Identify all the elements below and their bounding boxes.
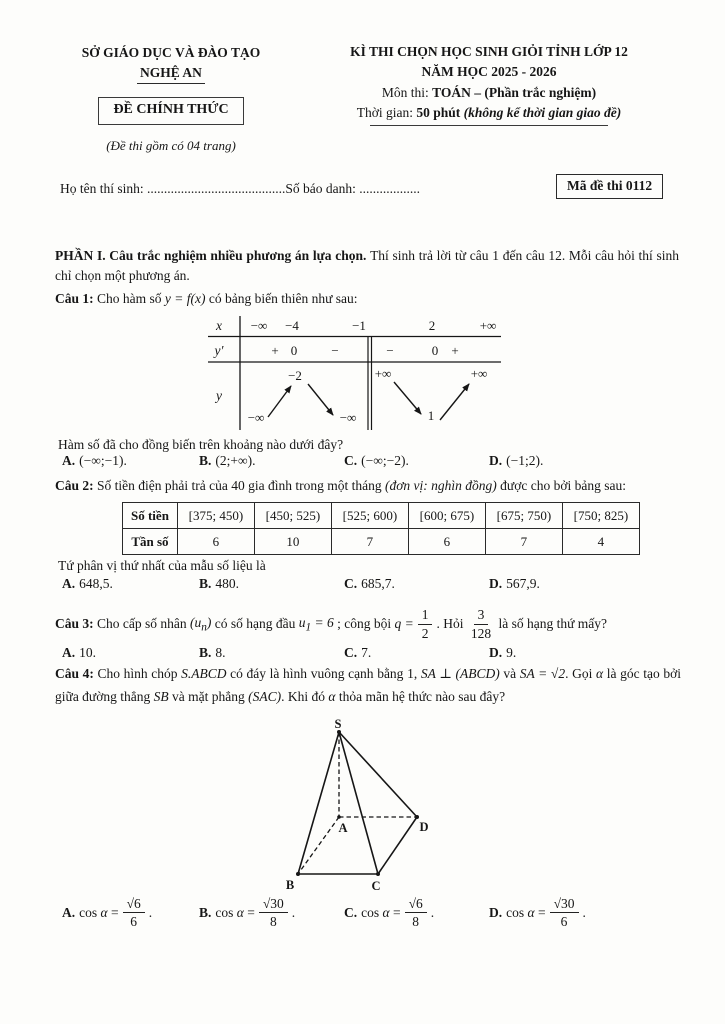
option-letter: B. xyxy=(199,453,212,468)
alpha-symbol: α xyxy=(100,904,108,920)
bbt-y-value: −2 xyxy=(288,368,302,383)
fraction-denominator: 8 xyxy=(269,914,277,930)
q4-option-a xyxy=(62,896,199,929)
q3-math-un xyxy=(190,615,211,634)
pages-note: (Đề thi gồm có 04 trang) xyxy=(106,138,236,154)
q3-math-q: q = xyxy=(394,616,414,631)
header-underline xyxy=(370,125,608,126)
option-letter: C. xyxy=(344,904,358,920)
frequency-cell: 7 xyxy=(485,529,562,555)
bbt-x-value: −4 xyxy=(285,318,299,333)
q3-fraction-term xyxy=(471,607,491,640)
q3-math-un-close: ) xyxy=(206,614,212,630)
bbt-y-value: −∞ xyxy=(339,410,357,425)
bbt-y-value: 1 xyxy=(427,408,435,423)
vertex-b-dot xyxy=(296,872,300,876)
fraction-numerator: 1 xyxy=(418,607,433,624)
option-letter: A. xyxy=(62,645,76,660)
cos-symbol: cos xyxy=(215,904,234,920)
bbt-yprime-label: y′ xyxy=(214,343,224,358)
bbt-y-value: +∞ xyxy=(374,366,392,381)
q4-fraction xyxy=(405,896,427,929)
interval-cell: [675; 750) xyxy=(485,503,562,529)
q2-unit-note: (đơn vị: nghìn đồng) xyxy=(384,478,497,493)
q3-text-4: . Hỏi xyxy=(436,616,467,631)
bbt-x-value: +∞ xyxy=(479,318,497,333)
q4-text-8: thỏa mãn hệ thức nào sau đây? xyxy=(335,689,506,705)
option-letter: B. xyxy=(199,645,212,660)
interval-cell: [450; 525) xyxy=(254,503,331,529)
q3-math-u1-var: u xyxy=(298,614,306,630)
department-name: SỞ GIÁO DỤC VÀ ĐÀO TẠO xyxy=(81,45,261,60)
q4-option-b xyxy=(199,896,344,929)
q1-option-d xyxy=(489,453,678,469)
q2-frequency-table-wrap xyxy=(122,502,640,555)
q3-fraction-ratio xyxy=(418,607,433,640)
q3-math-u1 xyxy=(299,615,334,634)
frequency-cell: 7 xyxy=(331,529,408,555)
exam-code-box: Mã đề thi 0112 xyxy=(556,174,663,199)
vertex-a-dot xyxy=(337,815,341,819)
bbt-sign: 0 xyxy=(290,343,298,358)
q3-text-2: có số hạng đầu xyxy=(211,616,299,631)
option-text: 685,7. xyxy=(361,576,395,591)
alpha-symbol: α xyxy=(236,904,244,920)
bbt-arrow-down-2 xyxy=(394,382,421,414)
q1-math-1: y = f(x) xyxy=(164,291,206,306)
frequency-cell: 10 xyxy=(254,529,331,555)
q4-fraction xyxy=(550,896,579,929)
q2-option-a xyxy=(62,576,199,592)
bbt-x-value: −1 xyxy=(352,318,366,333)
row-header-frequency: Tần số xyxy=(123,529,178,555)
q2-option-d xyxy=(489,576,678,592)
q2-text-2: được cho bởi bảng sau: xyxy=(496,478,626,493)
q1-question: Hàm số đã cho đồng biến trên khoảng nào dưới đây? xyxy=(58,437,344,452)
q4-text-3: và xyxy=(499,666,520,681)
vertex-b-label: B xyxy=(285,878,295,892)
bbt-arrow-up-1 xyxy=(268,386,291,417)
q4-number: Câu 4: xyxy=(55,666,94,681)
option-text: (−∞;−1). xyxy=(79,453,127,468)
option-letter: C. xyxy=(344,645,358,660)
bbt-y-value: −∞ xyxy=(247,410,265,425)
option-text: (−∞;−2). xyxy=(361,453,409,468)
option-period: . xyxy=(582,904,586,920)
q4-math-sabcd: S.ABCD xyxy=(181,666,227,681)
q1-option-c xyxy=(344,453,489,469)
interval-cell: [600; 675) xyxy=(408,503,485,529)
sbd-dotted-field: .................. xyxy=(359,181,420,196)
option-letter: A. xyxy=(62,453,76,468)
equals-sign: = xyxy=(537,904,546,920)
bbt-sign: 0 xyxy=(431,343,439,358)
q4-math-sb: SB xyxy=(153,689,169,705)
time-line xyxy=(300,103,678,123)
interval-cell: [750; 825) xyxy=(562,503,639,529)
vertex-d-dot xyxy=(415,815,419,819)
q3-options xyxy=(62,645,678,661)
option-letter: B. xyxy=(199,576,212,591)
q1-text-2: có bảng biến thiên như sau: xyxy=(205,291,358,306)
q2-stem xyxy=(55,478,683,494)
option-letter: D. xyxy=(489,904,503,920)
q4-text-1: Cho hình chóp xyxy=(93,666,182,681)
edge-ab-dashed xyxy=(298,817,339,874)
q3-option-c xyxy=(344,645,489,661)
option-text: 8. xyxy=(215,645,226,660)
table-row-frequencies xyxy=(123,529,640,555)
q4-math-alpha-2: α xyxy=(328,689,336,705)
header-right xyxy=(300,42,678,126)
fraction-denominator: 2 xyxy=(421,625,429,641)
q2-option-c xyxy=(344,576,489,592)
option-text: 480. xyxy=(215,576,240,591)
province-name: NGHỆ AN xyxy=(137,64,205,84)
fraction-numerator: 3 xyxy=(474,607,489,624)
q3-text-1: Cho cấp số nhân xyxy=(93,616,190,631)
q4-text-7: . Khi đó xyxy=(281,689,329,705)
cos-symbol: cos xyxy=(361,904,380,920)
school-year: NĂM HỌC 2025 - 2026 xyxy=(421,64,557,80)
row-header-amount: Số tiền xyxy=(123,503,178,529)
q3-math-un-sub: n xyxy=(201,621,207,634)
cos-symbol: cos xyxy=(506,904,525,920)
part1-title: PHẦN I. Câu trắc nghiệm nhiều phương án lựa chọn. xyxy=(55,248,371,263)
fraction-denominator: 6 xyxy=(130,914,138,930)
exam-title: KÌ THI CHỌN HỌC SINH GIỎI TỈNH LỚP 12 xyxy=(350,44,628,59)
q2-question: Tứ phân vị thứ nhất của mẫu số liệu là xyxy=(58,558,266,573)
q3-text-5: là số hạng thứ mấy? xyxy=(495,616,608,631)
edge-sb xyxy=(298,732,339,874)
vertex-s-label: S xyxy=(334,719,342,731)
fraction-numerator: √6 xyxy=(405,896,427,913)
name-label: Họ tên thí sinh: xyxy=(60,181,147,196)
option-text: (2;+∞). xyxy=(215,453,256,468)
bbt-x-value: 2 xyxy=(428,318,436,333)
part1-instructions: Thí sinh trả lời từ câu 1 đến câu 12. Mỗi câu hỏi thí sinh chỉ chọn một phương án. xyxy=(55,248,679,284)
q2-option-b xyxy=(199,576,344,592)
option-period: . xyxy=(291,904,296,920)
fraction-numerator: √30 xyxy=(259,896,288,913)
pyramid-figure xyxy=(277,719,483,899)
option-text: 7. xyxy=(361,645,372,660)
frequency-cell: 6 xyxy=(408,529,485,555)
option-text: 648,5. xyxy=(79,576,113,591)
bbt-y-value: +∞ xyxy=(470,366,488,381)
header-left xyxy=(56,44,286,155)
name-dotted-field: ......................................... xyxy=(147,181,286,196)
q4-text-2: có đáy là hình vuông cạnh bằng 1, xyxy=(226,666,421,681)
q4-math-sa: SA = √2 xyxy=(519,666,566,681)
q4-math-alpha-1: α xyxy=(596,666,604,681)
bbt-x-label: x xyxy=(216,318,222,333)
equals-sign: = xyxy=(392,904,401,920)
q4-text-5: là góc tạo bởi giữa đường thẳng xyxy=(55,666,681,705)
q4-options xyxy=(62,896,678,929)
option-letter: C. xyxy=(344,576,358,591)
fraction-denominator: 128 xyxy=(470,625,492,641)
vertex-c-dot xyxy=(376,872,380,876)
equals-sign: = xyxy=(110,904,119,920)
time-label: Thời gian: xyxy=(356,104,417,120)
cos-symbol: cos xyxy=(79,904,98,920)
bbt-arrow-down-1 xyxy=(308,384,333,415)
option-text: (−1;2). xyxy=(506,453,544,468)
q2-options xyxy=(62,576,678,592)
q1-number: Câu 1: xyxy=(55,291,94,306)
interval-cell: [375; 450) xyxy=(177,503,254,529)
bbt-x-value: −∞ xyxy=(250,318,268,333)
q1-option-a xyxy=(62,453,199,469)
fraction-denominator: 8 xyxy=(412,914,420,930)
option-text: 10. xyxy=(79,645,96,660)
subject-label: Môn thi: xyxy=(381,84,433,100)
vertex-a-label: A xyxy=(338,821,348,835)
bbt-y-label: y xyxy=(216,388,222,403)
option-period: . xyxy=(430,904,435,920)
bbt-sign: − xyxy=(331,343,339,358)
fraction-numerator: √6 xyxy=(123,896,145,913)
bbt-sign: + xyxy=(271,343,279,358)
time-value: 50 phút xyxy=(416,104,464,120)
option-letter: D. xyxy=(489,576,503,591)
q4-fraction xyxy=(123,896,145,929)
variation-table-figure xyxy=(198,314,510,432)
q1-stem xyxy=(55,291,679,307)
q1-options xyxy=(62,453,678,469)
option-text: 567,9. xyxy=(506,576,540,591)
subject-value: TOÁN – (Phần trắc nghiệm) xyxy=(432,84,597,100)
candidate-line xyxy=(60,181,540,197)
part1-heading xyxy=(55,246,679,287)
option-letter: B. xyxy=(199,904,212,920)
option-text: 9. xyxy=(506,645,517,660)
q4-fraction xyxy=(259,896,288,929)
q3-math-u1-value: = 6 xyxy=(311,614,334,630)
frequency-table xyxy=(122,502,640,555)
q2-number: Câu 2: xyxy=(55,478,94,493)
q3-text-3: ; công bội xyxy=(333,616,395,631)
q3-math-un-open: (u xyxy=(190,614,202,630)
q4-option-c xyxy=(344,896,489,929)
q4-math-perp: SA ⊥ (ABCD) xyxy=(420,666,500,681)
official-exam-box: ĐỀ CHÍNH THỨC xyxy=(98,97,243,125)
q3-math-u1-sub: 1 xyxy=(305,621,312,634)
option-letter: D. xyxy=(489,645,503,660)
q4-text-4: . Gọi xyxy=(565,666,596,681)
sbd-label: Số báo danh: xyxy=(285,181,360,196)
bbt-arrow-up-2 xyxy=(440,384,469,420)
q3-number: Câu 3: xyxy=(55,616,94,631)
equals-sign: = xyxy=(247,904,255,920)
q3-option-b xyxy=(199,645,344,661)
fraction-denominator: 6 xyxy=(560,914,568,930)
vertex-c-label: C xyxy=(371,879,381,893)
alpha-symbol: α xyxy=(382,904,390,920)
option-letter: A. xyxy=(62,904,76,920)
frequency-cell: 4 xyxy=(562,529,639,555)
q1-text-1: Cho hàm số xyxy=(93,291,165,306)
interval-cell: [525; 600) xyxy=(331,503,408,529)
alpha-symbol: α xyxy=(527,904,535,920)
option-letter: A. xyxy=(62,576,76,591)
q4-text-6: và mặt phẳng xyxy=(168,689,249,705)
table-row-intervals xyxy=(123,503,640,529)
q3-stem xyxy=(55,602,685,646)
edge-cd xyxy=(378,817,417,874)
q3-option-d xyxy=(489,645,678,661)
time-note: (không kể thời gian giao đề) xyxy=(463,104,622,120)
option-letter: C. xyxy=(344,453,358,468)
q2-text-1: Số tiền điện phải trả của 40 gia đình trong một tháng xyxy=(93,478,385,493)
frequency-cell: 6 xyxy=(177,529,254,555)
q4-math-sac: (SAC) xyxy=(248,689,282,705)
option-period: . xyxy=(148,904,153,920)
subject-line xyxy=(300,83,678,103)
q3-option-a xyxy=(62,645,199,661)
fraction-numerator: √30 xyxy=(550,896,579,913)
bbt-sign: + xyxy=(451,343,459,358)
q4-stem xyxy=(55,662,681,708)
q4-option-d xyxy=(489,896,678,929)
vertex-d-label: D xyxy=(419,820,429,834)
option-letter: D. xyxy=(489,453,503,468)
q1-option-b xyxy=(199,453,344,469)
bbt-sign: − xyxy=(386,343,394,358)
